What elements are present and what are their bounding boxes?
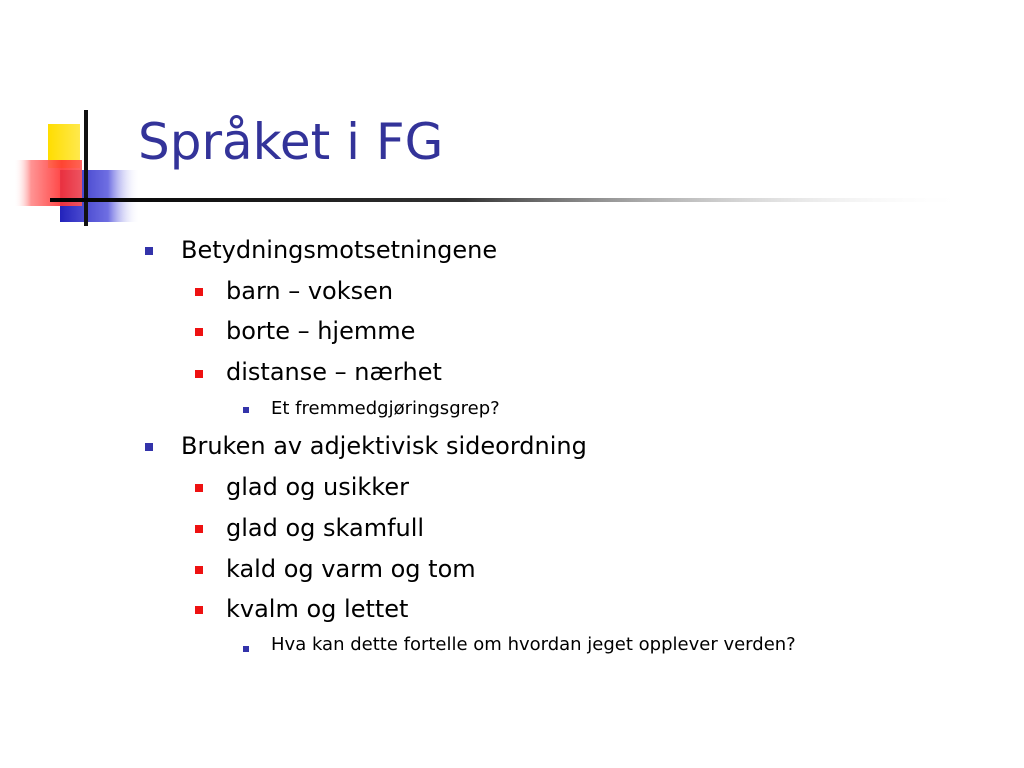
bullet-marker xyxy=(195,288,203,296)
bullet-item: Hva kan dette fortelle om hvordan jeget opplever verden? xyxy=(271,634,796,655)
bullet-marker xyxy=(195,484,203,492)
bullet-item: distanse – nærhet xyxy=(226,358,442,386)
bullet-marker xyxy=(145,247,153,255)
bullet-marker xyxy=(243,407,249,413)
bullet-item: barn – voksen xyxy=(226,277,394,305)
bullet-item: borte – hjemme xyxy=(226,317,416,345)
title-rule xyxy=(50,198,970,202)
deco-vertical-line xyxy=(84,110,88,226)
bullet-item: kald og varm og tom xyxy=(226,555,476,583)
bullet-item: glad og usikker xyxy=(226,473,409,501)
bullet-marker xyxy=(145,443,153,451)
bullet-item: Et fremmedgjøringsgrep? xyxy=(271,398,500,419)
bullet-item: kvalm og lettet xyxy=(226,595,409,623)
bullet-marker xyxy=(195,566,203,574)
bullet-marker xyxy=(195,606,203,614)
bullet-marker xyxy=(243,646,249,652)
slide-title: Språket i FG xyxy=(138,113,444,171)
bullet-marker xyxy=(195,370,203,378)
bullet-marker xyxy=(195,525,203,533)
bullet-item: Bruken av adjektivisk sideordning xyxy=(181,432,587,460)
bullet-item: Betydningsmotsetningene xyxy=(181,236,498,264)
bullet-marker xyxy=(195,328,203,336)
bullet-item: glad og skamfull xyxy=(226,514,425,542)
